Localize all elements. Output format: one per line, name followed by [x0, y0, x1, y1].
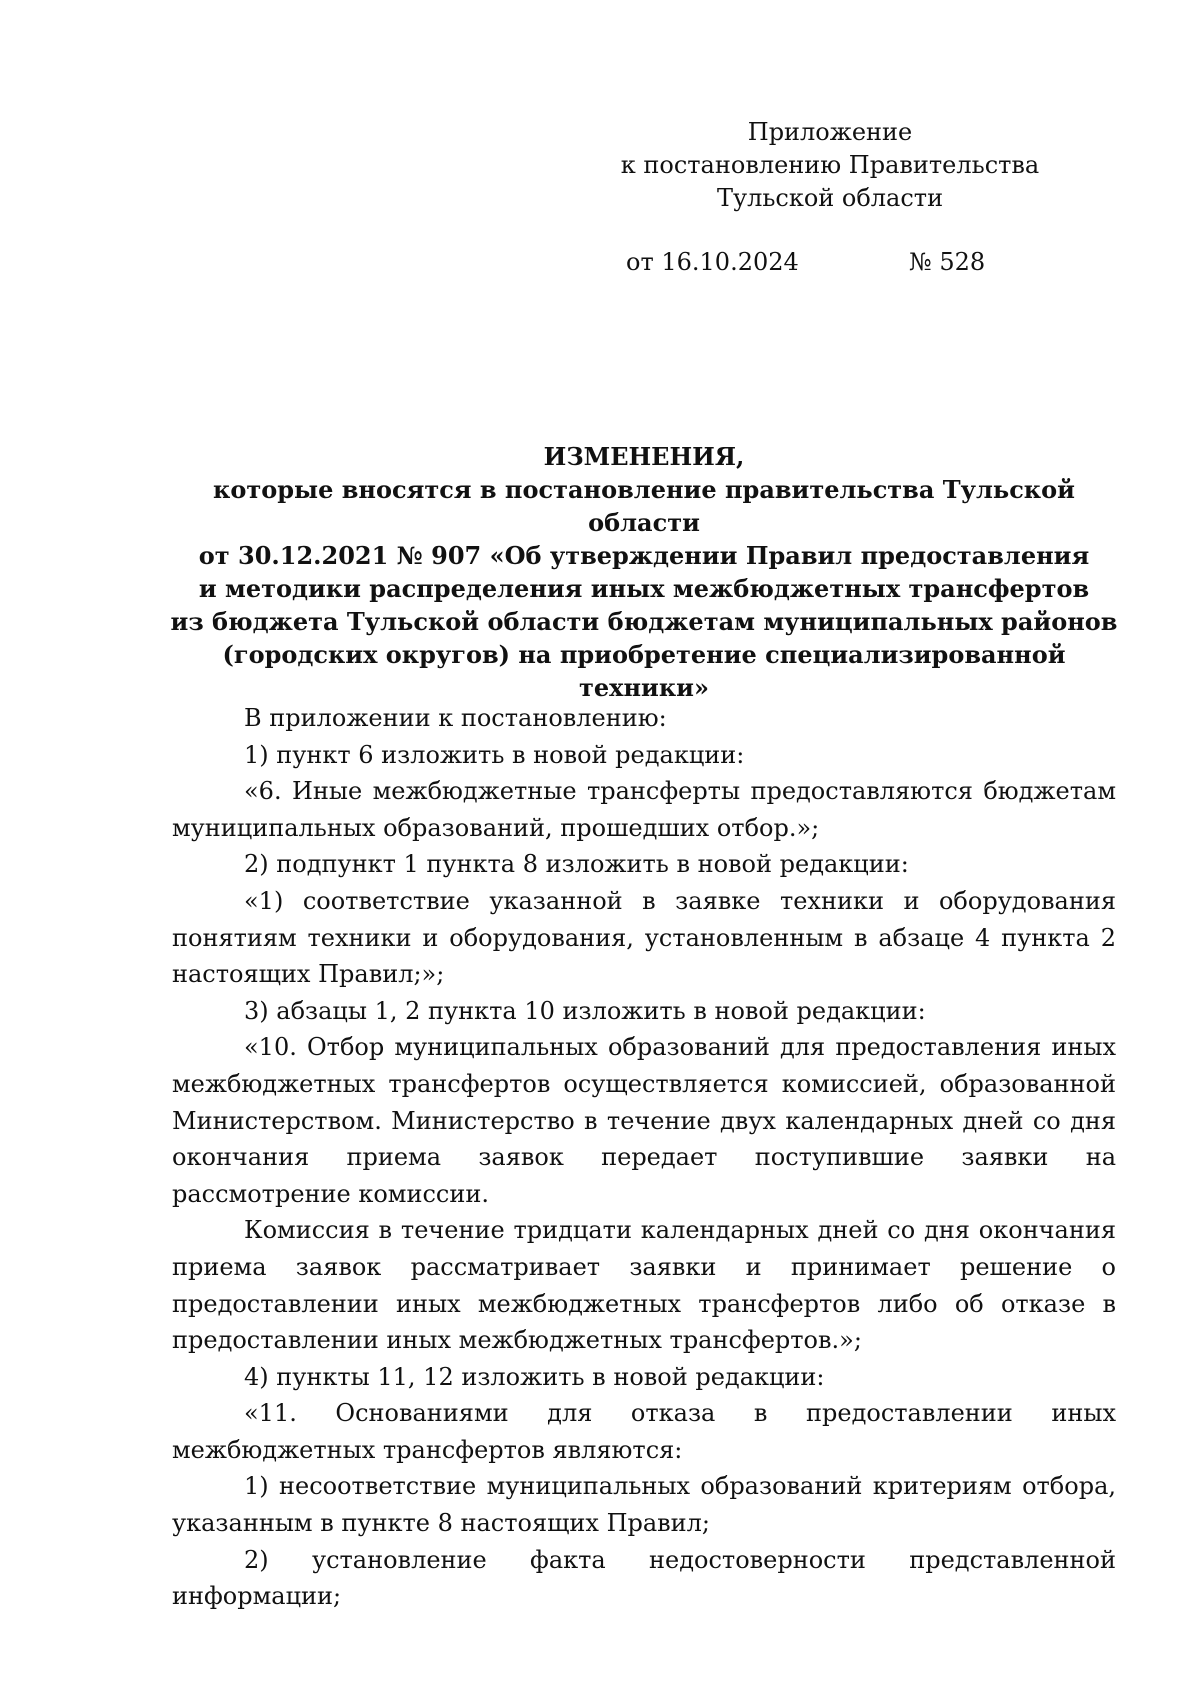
body-paragraph: В приложении к постановлению:	[244, 704, 667, 732]
document-title	[160, 440, 1128, 704]
body-paragraph: «6. Иные межбюджетные трансферты предоставляются бюджетам муниципальных образований, прошедших отбор.»;	[172, 777, 1116, 842]
body-paragraph: 1) несоответствие муниципальных образований критериям отбора, указанным в пункте 8 настоящих Правил;	[172, 1472, 1116, 1538]
body-paragraph: 2) установление факта недостоверности представленной информации;	[172, 1545, 1116, 1611]
body-paragraph: 4) пункты 11, 12 изложить в новой редакции:	[244, 1362, 825, 1391]
title-line: из бюджета Тульской области бюджетам муниципальных районов	[170, 607, 1118, 636]
appendix-header	[620, 116, 1040, 215]
title-line: (городских округов) на приобретение специализированной техники»	[222, 640, 1066, 702]
resolution-date: от 16.10.2024	[626, 248, 799, 276]
body-paragraph: «10. Отбор муниципальных образований для предоставления иных межбюджетных трансфертов осуществляется комиссией, образованной Министерством. Министерство в течение двух календарных дней со дня окончания приема заявок передает поступившие заявки на рассмотрение комиссии.	[172, 1033, 1116, 1208]
title-line: от 30.12.2021 № 907 «Об утверждении Правил предоставления	[198, 541, 1090, 570]
title-line: и методики распределения иных межбюджетных трансфертов	[198, 574, 1090, 603]
resolution-number: № 528	[909, 248, 986, 276]
body-paragraph: 2) подпункт 1 пункта 8 изложить в новой редакции:	[244, 850, 909, 879]
body-paragraph: 1) пункт 6 изложить в новой редакции:	[244, 740, 745, 769]
appendix-line: Тульской области	[716, 184, 944, 212]
body-paragraph: 3) абзацы 1, 2 пункта 10 изложить в новой редакции:	[244, 996, 926, 1025]
document-body	[172, 700, 1116, 1615]
body-paragraph: Комиссия в течение тридцати календарных дней со дня окончания приема заявок рассматривает заявки и принимает решение о предоставлении иных межбюджетных трансфертов либо об отказе в предоставлении иных межбюджетных трансфертов.»;	[172, 1216, 1116, 1355]
title-heading: ИЗМЕНЕНИЯ,	[543, 442, 745, 471]
body-paragraph: «1) соответствие указанной в заявке техники и оборудования понятиям техники и оборудования, установленным в абзаце 4 пункта 2 настоящих Правил;»;	[172, 886, 1116, 989]
title-line: которые вносятся в постановление правительства Тульской области	[213, 475, 1075, 537]
body-paragraph: «11. Основаниями для отказа в предоставлении иных межбюджетных трансфертов являются:	[172, 1399, 1116, 1464]
appendix-line: Приложение	[747, 118, 913, 146]
appendix-line: к постановлению Правительства	[620, 151, 1040, 179]
